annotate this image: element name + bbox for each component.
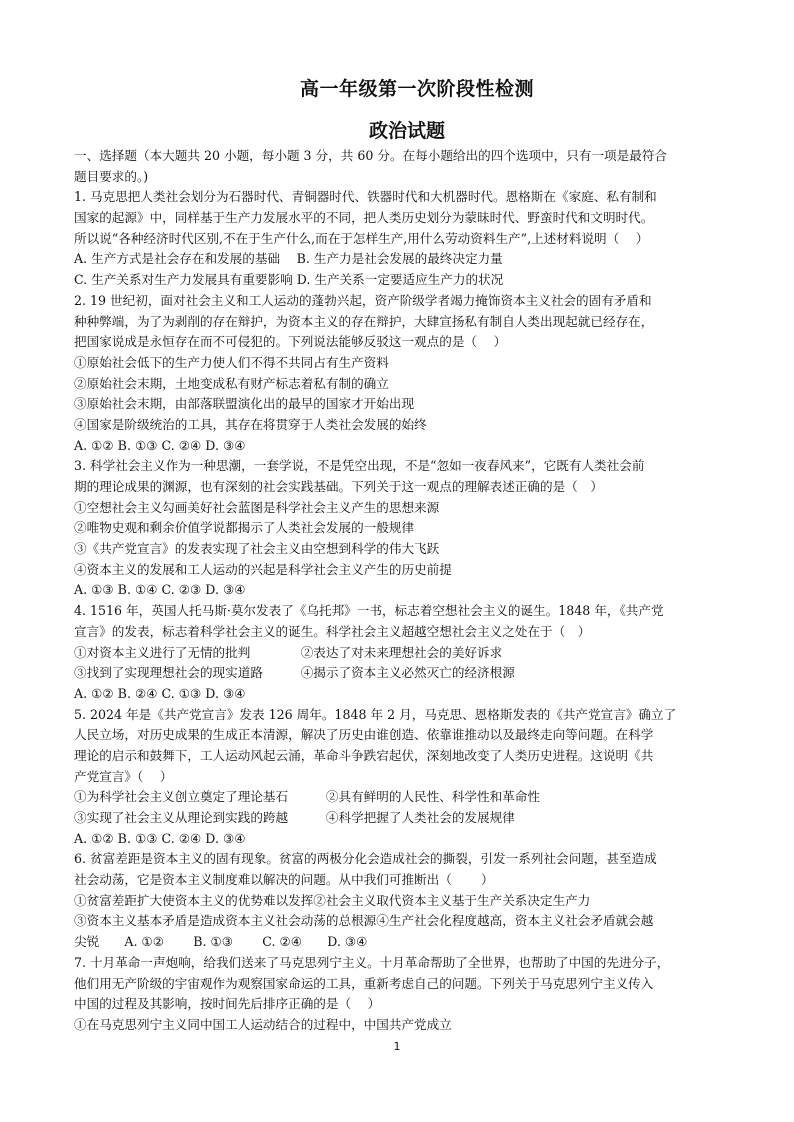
text-line: ③实现了社会主义从理论到实践的跨越 ④科学把握了人类社会的发展规律 — [74, 810, 515, 825]
text-line: ③原始社会末期，由部落联盟演化出的最早的国家才开始出现 — [74, 396, 415, 412]
text-line: 题目要求的。) — [74, 168, 149, 184]
text-line: A. ①② B. ①③ C. ②④ D. ③④ — [74, 830, 246, 846]
text-line: ③找到了实现理想社会的现实道路 ④揭示了资本主义必然灭亡的经济根源 — [74, 665, 515, 681]
text-line: ③《共产党宣言》的发表实现了社会主义由空想到科学的伟大飞跃 — [74, 541, 440, 557]
text-line: 2. 19 世纪初，面对社会主义和工人运动的蓬勃兴起，资产阶级学者竭力掩饰资本主义社会的固有矛盾和 — [74, 292, 652, 308]
page-subtitle: 政治试题 — [368, 120, 445, 142]
text-line: 国家的起源》中，同样基于生产力发展水平的不同，把人类历史划分为蒙昧时代、野蛮时代和文明时代。 — [74, 210, 654, 226]
page-number: 1 — [393, 1040, 401, 1053]
text-line: 他们用无产阶级的宇宙观作为观察国家命运的工具，重新考虑自己的问题。下列关于马克思列宁主义传入 — [74, 975, 654, 991]
text-line: ④国家是阶级统治的工具，其存在将贯穿于人类社会发展的始终 — [74, 416, 427, 432]
text-line: 宣言》的发表，标志着科学社会主义的诞生。科学社会主义超越空想社会主义之处在于（ ） — [74, 623, 591, 639]
text-line: 种种弊端，为了为剥削的存在辩护，为资本主义的存在辩护，大肆宣扬私有制自人类出现起就已经存在， — [74, 313, 654, 329]
text-line: 7. 十月革命一声炮响，给我们送来了马克思列宁主义。十月革命帮助了全世界，也帮助了中国的先进分子， — [74, 954, 670, 970]
text-line: 社会动荡，它是资本主义制度难以解决的问题。从中我们可推断出（ ） — [74, 872, 494, 888]
text-line: A. ①② B. ①③ C. ②④ D. ③④ — [74, 437, 246, 453]
text-line: 所以说“各种经济时代区别,不在于生产什么,而在于怎样生产,用什么劳动资料生产”,上述材料说明（ ） — [74, 230, 649, 246]
text-line: 尖锐 A. ①② B. ①③ C. ②④ D. ③④ — [74, 934, 368, 950]
text-line: 把国家说成是永恒存在而不可侵犯的。下列说法能够反驳这一观点的是（ ） — [74, 334, 507, 350]
text-line: ①空想社会主义勾画美好社会蓝图是科学社会主义产生的思想来源 — [74, 499, 440, 515]
text-line: 一、选择题（本大题共 20 小题，每小题 3 分，共 60 分。在每小题给出的四个选项中，只有一项是最符合 — [74, 148, 668, 163]
page-title: 高一年级第一次阶段性检测 — [299, 78, 534, 100]
text-line: 3. 科学社会主义作为一种思潮，一套学说，不是凭空出现，不是“忽如一夜春风来”，它既有人类社会前 — [74, 458, 645, 474]
text-line: A. ①② B. ②④ C. ①③ D. ③④ — [74, 685, 246, 701]
document-body — [74, 146, 722, 1036]
text-line: ①贫富差距扩大使资本主义的优势难以发挥②社会主义取代资本主义基于生产关系决定生产力 — [74, 892, 591, 908]
text-line: ④资本主义的发展和工人运动的兴起是科学社会主义产生的历史前提 — [74, 561, 452, 577]
text-line: ②唯物史观和剩余价值学说都揭示了人类社会发展的一般规律 — [74, 520, 415, 536]
text-line: 1. 马克思把人类社会划分为石器时代、青铜器时代、铁器时代和大机器时代。恩格斯在《家庭、私有制和 — [74, 189, 657, 205]
text-line: 中国的过程及其影响，按时间先后排序正确的是（ ） — [74, 996, 381, 1012]
text-line: A. 生产方式是社会存在和发展的基础 B. 生产力是社会发展的最终决定力量 — [74, 251, 503, 267]
text-line: C. 生产关系对生产力发展具有重要影响 D. 生产关系一定要适应生产力的状况 — [74, 272, 504, 288]
text-line: 4. 1516 年，英国人托马斯·莫尔发表了《乌托邦》一书，标志着空想社会主义的诞生。1848 年，《共产党 — [74, 603, 664, 619]
text-line: 理论的启示和鼓舞下，工人运动风起云涌，革命斗争跌宕起伏，深刻地改变了人类历史进程。这说明《共 — [74, 747, 654, 763]
text-line: ②原始社会末期，土地变成私有财产标志着私有制的确立 — [74, 375, 389, 391]
text-line: ①对资本主义进行了无情的批判 ②表达了对未来理想社会的美好诉求 — [74, 644, 503, 660]
text-line: 人民立场，对历史成果的生成正本清源，解决了历史由谁创造、依靠谁推动以及最终走向等问题。在科学 — [74, 727, 654, 743]
text-line: 产党宣言》（ ） — [74, 768, 173, 784]
text-line: 期的理论成果的渊源，也有深刻的社会实践基础。下列关于这一观点的理解表述正确的是（ ） — [74, 479, 603, 494]
text-line: 6. 贫富差距是资本主义的固有现象。贫富的两极分化会造成社会的撕裂，引发一系列社会问题，甚至造成 — [74, 851, 657, 867]
text-line: ①为科学社会主义创立奠定了理论基石 ②具有鲜明的人民性、科学性和革命性 — [74, 789, 540, 805]
text-line: ①原始社会低下的生产力使人们不得不共同占有生产资料 — [74, 354, 389, 370]
text-line: ③资本主义基本矛盾是造成资本主义社会动荡的总根源④生产社会化程度越高，资本主义社会矛盾就会越 — [74, 913, 654, 929]
text-line: A. ①③ B. ①④ C. ②③ D. ③④ — [74, 582, 246, 598]
text-line: ①在马克思列宁主义同中国工人运动结合的过程中，中国共产党成立 — [74, 1016, 452, 1032]
text-line: 5. 2024 年是《共产党宣言》发表 126 周年。1848 年 2 月，马克思、恩格斯发表的《共产党宣言》确立了 — [74, 706, 677, 722]
